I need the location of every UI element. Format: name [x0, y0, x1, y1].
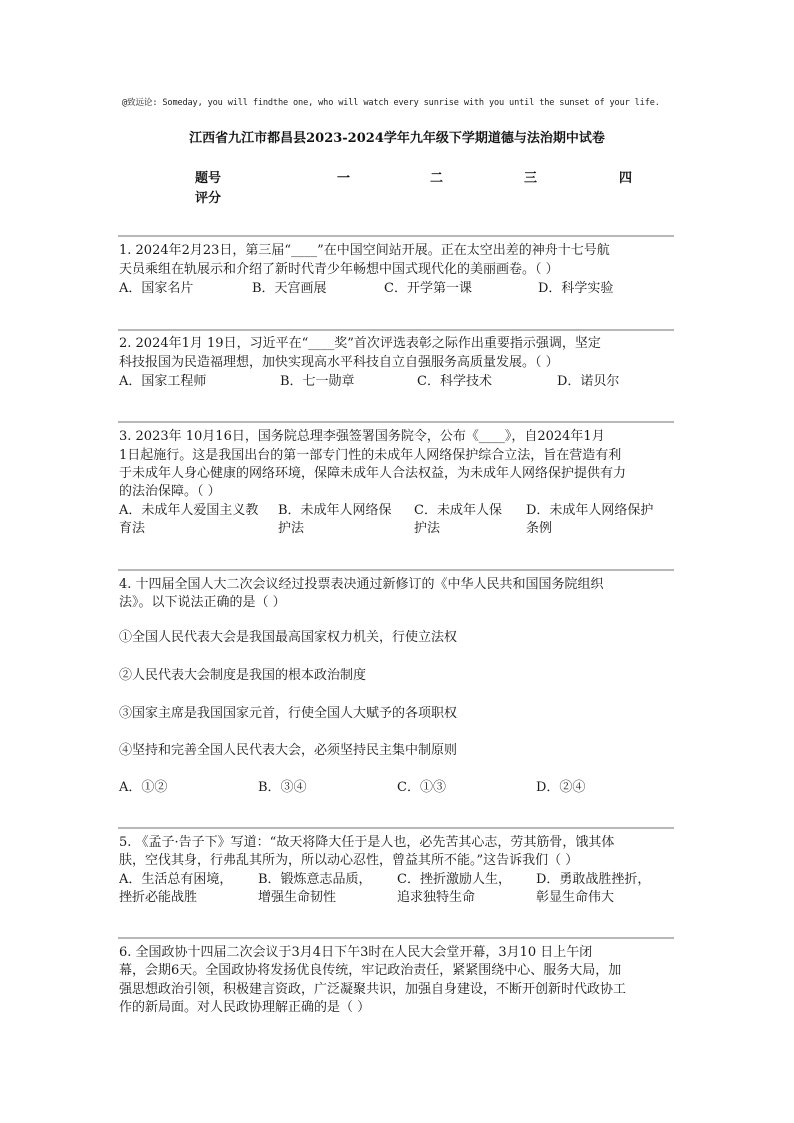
question-separator [118, 827, 674, 829]
q4-statement-1: ①全国人民代表大会是我国最高国家权力机关，行使立法权 [119, 630, 458, 645]
question-1-text: 1. 2024年2月23日，第三届“____”在中国空间站开展。正在太空出差的神舟十七号航 [119, 243, 610, 258]
question-4-text: 4. 十四届全国人大二次会议经过投票表决通过新修订的《中华人民共和国国务院组织 [119, 577, 604, 592]
question-6-text: 6. 全国政协十四届二次会议于3月4日下午3时在人民大会堂开幕，3月10 日上午闭 [119, 945, 593, 960]
question-3-text: 3. 2023年 10月16日，国务院总理李强签署国务院令，公布《____》，自2024年1月 [119, 429, 605, 444]
q3-option-c: C．未成年人保 [414, 503, 502, 518]
question-2-text: 科技报国为民造福理想，加快实现高水平科技自立自强服务高质量发展。（ ） [119, 355, 559, 370]
q3-option-a: A．未成年人爱国主义教 [119, 503, 259, 518]
q2-option-b: B．七一勋章 [280, 374, 355, 389]
question-5-text: 肤，空伐其身，行弗乱其所为，所以动心忍性，曾益其所不能。”这告诉我们（ ） [119, 853, 579, 868]
question-separator [118, 937, 674, 939]
score-column-4: 四 [619, 171, 633, 186]
q5-option-c: C．挫折激励人生， [397, 872, 511, 887]
motto-header: @致远论: Someday, you will findthe one, who will watch every sunrise with you until the sunset of your life. [122, 98, 660, 108]
q4-option-d: D．②④ [536, 780, 586, 795]
score-table-row1-label: 题号 [195, 171, 222, 186]
question-separator [118, 235, 674, 237]
q5-option-d-cont: 彰显生命伟大 [536, 890, 615, 905]
q1-option-a: A．国家名片 [119, 281, 194, 296]
q3-option-d-cont: 条例 [526, 521, 553, 536]
q1-option-b: B．天宫画展 [252, 281, 327, 296]
q5-option-b: B．锻炼意志品质， [258, 872, 372, 887]
q3-option-a-cont: 育法 [119, 521, 146, 536]
q2-option-a: A．国家工程师 [119, 374, 207, 389]
score-table-row2-label: 评分 [195, 191, 222, 206]
q5-option-b-cont: 增强生命韧性 [258, 890, 337, 905]
q4-statement-2: ②人民代表大会制度是我国的根本政治制度 [119, 668, 367, 683]
exam-title: 江西省九江市都昌县2023-2024学年九年级下学期道德与法治期中试卷 [189, 131, 605, 146]
question-6-text: 作的新局面。对人民政协理解正确的是（ ） [119, 1000, 371, 1015]
q4-statement-4: ④坚持和完善全国人民代表大会，必须坚持民主集中制原则 [119, 743, 458, 758]
q2-option-c: C．科学技术 [417, 374, 492, 389]
q3-option-d: D．未成年人网络保护 [526, 503, 654, 518]
score-column-2: 二 [430, 171, 444, 186]
q5-option-d: D．勇敢战胜挫折， [536, 872, 651, 887]
score-column-3: 三 [524, 171, 538, 186]
q4-option-b: B．③④ [258, 780, 307, 795]
q3-option-c-cont: 护法 [414, 521, 441, 536]
q4-statement-3: ③国家主席是我国国家元首，行使全国人大赋予的各项职权 [119, 706, 458, 721]
question-3-text: 1日起施行。这是我国出台的第一部专门性的未成年人网络保护综合立法，旨在营造有利 [119, 448, 622, 463]
q3-option-b: B．未成年人网络保 [278, 503, 392, 518]
score-column-1: 一 [337, 171, 351, 186]
q5-option-a: A．生活总有困境， [119, 872, 233, 887]
question-5-text: 5. 《孟子·告子下》写道：“故天将降大任于是人也，必先苦其心志，劳其筋骨，饿其体 [119, 835, 615, 850]
q4-option-a: A．①② [119, 780, 168, 795]
question-separator [118, 569, 674, 571]
question-separator [118, 421, 674, 423]
q5-option-c-cont: 追求独特生命 [397, 890, 476, 905]
q2-option-d: D．诺贝尔 [557, 374, 620, 389]
q1-option-d: D．科学实验 [538, 281, 614, 296]
question-2-text: 2. 2024年1月 19日，习近平在“____奖”首次评选表彰之际作出重要指示强调，坚定 [119, 336, 601, 351]
q3-option-b-cont: 护法 [278, 521, 305, 536]
q4-option-c: C．①③ [397, 780, 446, 795]
q1-option-c: C．开学第一课 [384, 281, 472, 296]
question-6-text: 强思想政治引领，积极建言资政，广泛凝聚共识，加强自身建设，不断开创新时代政协工 [119, 982, 627, 997]
question-6-text: 幕，会期6天。全国政协将发扬优良传统，牢记政治责任，紧紧围绕中心、服务大局，加 [119, 963, 622, 978]
question-separator [118, 329, 674, 331]
question-3-text: 的法治保障。（ ） [119, 484, 221, 499]
q5-option-a-cont: 挫折必能战胜 [119, 890, 198, 905]
question-1-text: 天员乘组在轨展示和介绍了新时代青少年畅想中国式现代化的美丽画卷。（ ） [119, 262, 559, 277]
question-4-text: 法》。以下说法正确的是（ ） [119, 595, 286, 610]
question-3-text: 于未成年人身心健康的网络环境，保障未成年人合法权益，为未成年人网络保护提供有力 [119, 466, 627, 481]
